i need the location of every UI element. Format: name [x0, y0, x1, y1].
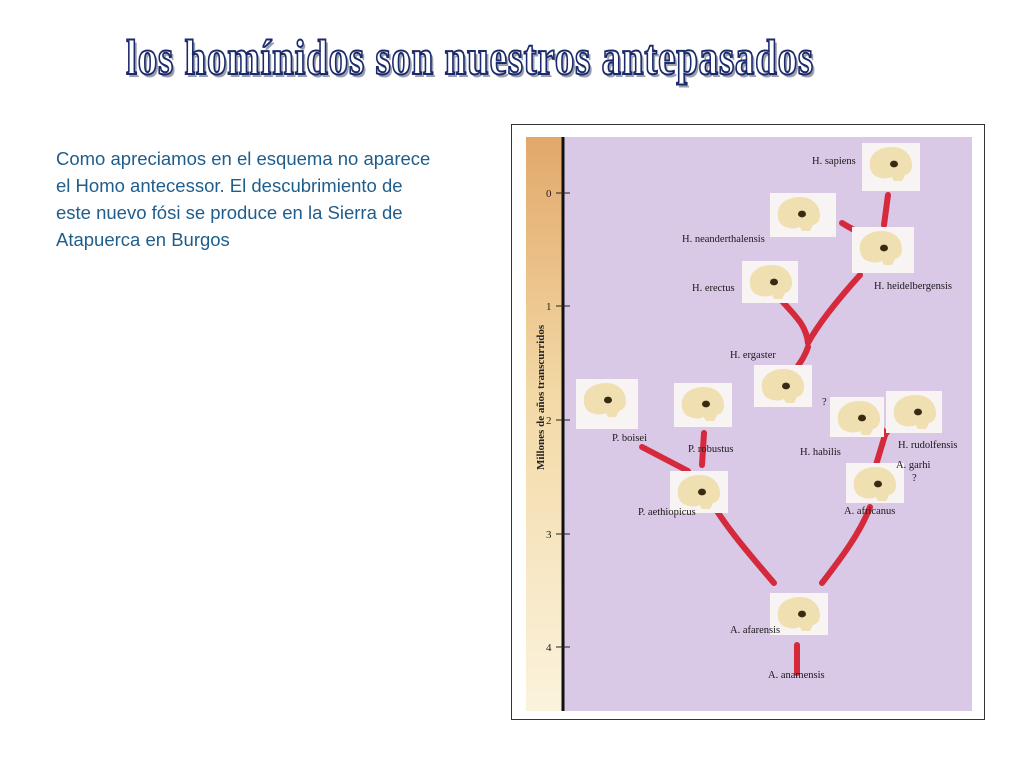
- skull-erectus-icon: [742, 261, 798, 303]
- tick-label-1: 1: [546, 301, 552, 313]
- question-mark-ergaster: ?: [822, 397, 827, 408]
- skull-sapiens-icon: [862, 143, 920, 191]
- label-habilis: H. habilis: [800, 447, 841, 458]
- label-afarensis: A. afarensis: [730, 625, 781, 636]
- skull-heidelbergensis-icon: [852, 227, 914, 273]
- tick-label-4: 4: [546, 642, 552, 654]
- label-rudolfensis: H. rudolfensis: [898, 440, 958, 451]
- label-anamensis: A. anamensis: [768, 670, 825, 681]
- slide-title: los homínidos son nuestros antepasados: [126, 29, 814, 85]
- skull-habilis-icon: [830, 397, 884, 437]
- lineage-to-sapiens: [884, 195, 888, 225]
- question-mark-garhi: ?: [912, 473, 917, 484]
- phylogeny-svg: [512, 125, 983, 718]
- skull-ergaster-icon: [754, 365, 812, 407]
- label-ergaster: H. ergaster: [730, 350, 776, 361]
- skull-boisei-icon: [576, 379, 638, 429]
- label-sapiens: H. sapiens: [812, 156, 856, 167]
- label-heidelbergensis: H. heidelbergensis: [874, 281, 952, 292]
- skull-robustus-icon: [674, 383, 732, 427]
- skull-neanderthalensis-icon: [770, 193, 836, 237]
- skull-rudolfensis-icon: [886, 391, 942, 433]
- label-africanus: A. africanus: [844, 506, 896, 517]
- label-aethiopicus: P. aethiopicus: [638, 507, 696, 518]
- axis-title: Millones de años transcurridos: [535, 324, 547, 470]
- label-boisei: P. boisei: [612, 433, 648, 444]
- tick-label-2: 2: [546, 415, 552, 427]
- label-erectus: H. erectus: [692, 283, 735, 294]
- hominid-phylogeny-figure: [511, 124, 985, 720]
- tick-label-0: 0: [546, 188, 552, 200]
- label-robustus: P. robustus: [688, 444, 734, 455]
- label-neanderthalensis: H. neanderthalensis: [682, 234, 765, 245]
- tick-label-3: 3: [546, 529, 552, 541]
- description-text: Como apreciamos en el esquema no aparece el Homo antecessor. El descubrimiento de este nuevo fósi se produce en la Sierra de Atapuerca en Burgos: [56, 148, 431, 250]
- label-garhi: A. garhi: [896, 460, 931, 471]
